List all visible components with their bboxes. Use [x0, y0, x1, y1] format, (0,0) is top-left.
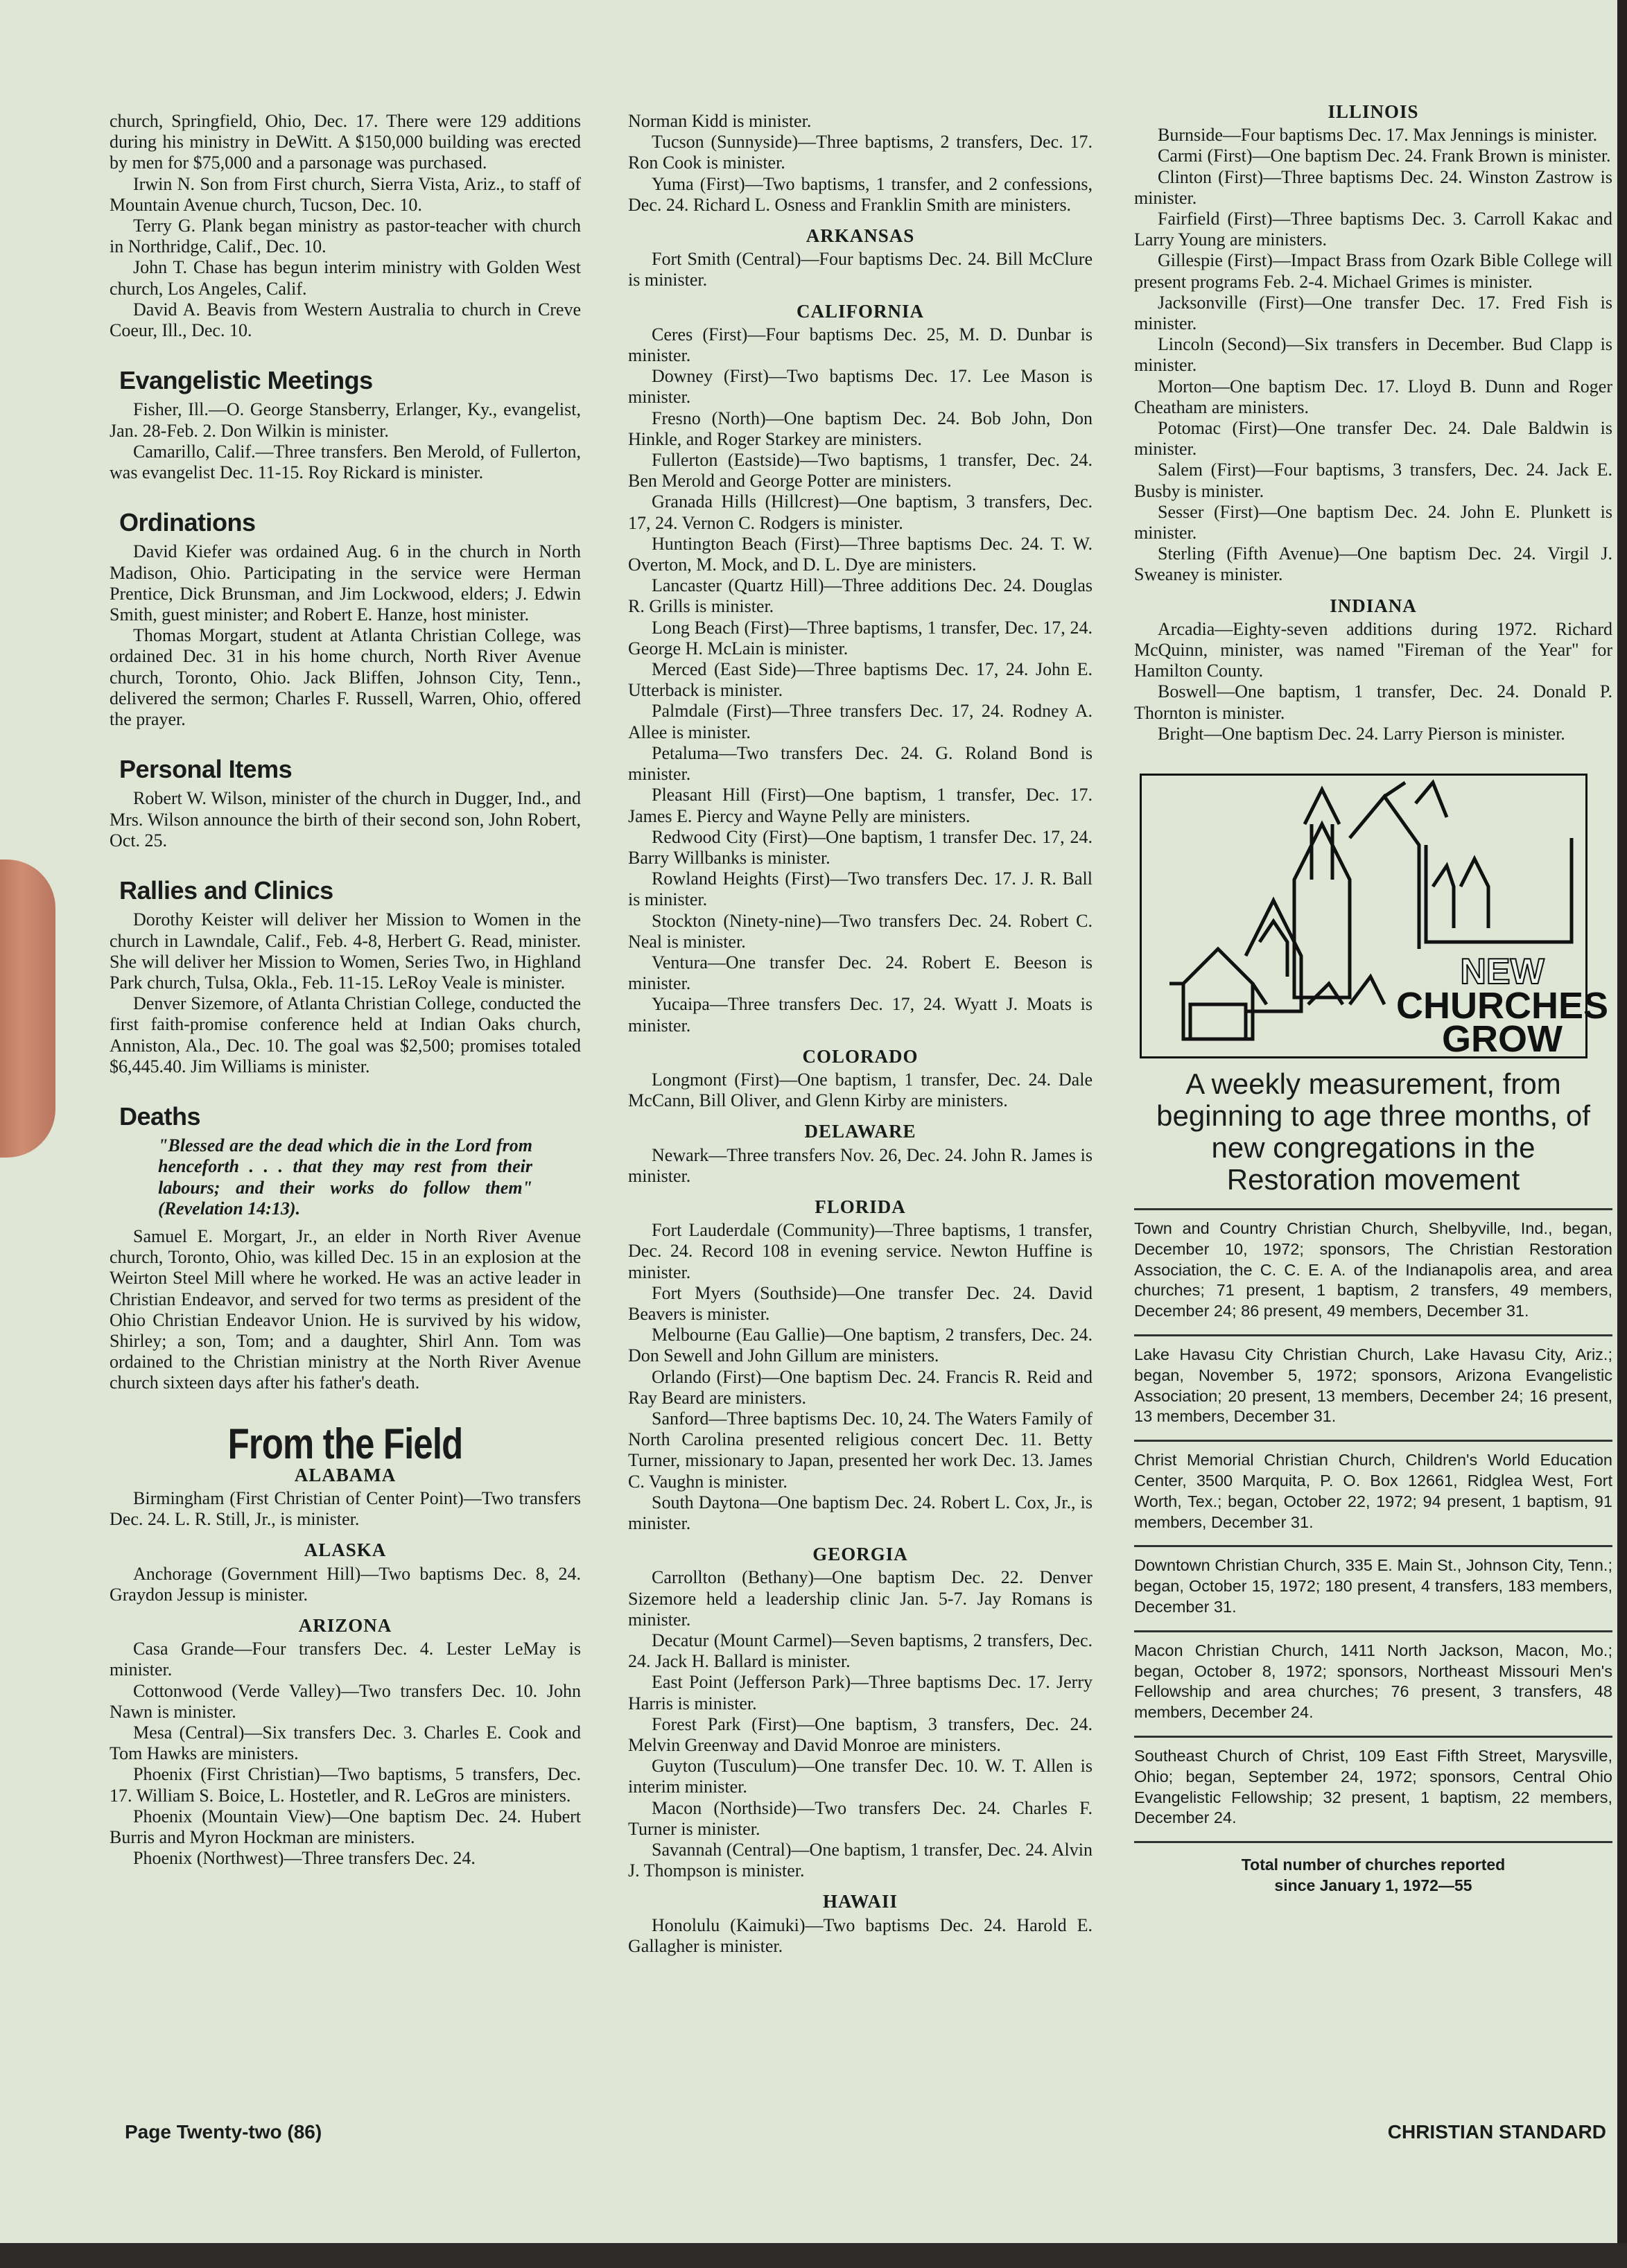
- paragraph: Granada Hills (Hillcrest)—One baptism, 3 transfers, Dec. 17, 24. Vernon C. Rodgers is minister.: [628, 491, 1093, 533]
- paragraph: Savannah (Central)—One baptism, 1 transfer, Dec. 24. Alvin J. Thompson is minister.: [628, 1840, 1093, 1881]
- paragraph: John T. Chase has begun interim ministry with Golden West church, Los Angeles, Calif.: [110, 257, 581, 299]
- page-edge: [1617, 0, 1627, 2268]
- page-bottom-edge: [0, 2243, 1627, 2268]
- paragraph: David A. Beavis from Western Australia to church in Creve Coeur, Ill., Dec. 10.: [110, 299, 581, 341]
- paragraph: Lincoln (Second)—Six transfers in December. Bud Clapp is minister.: [1134, 334, 1612, 376]
- state-heading-arkansas: ARKANSAS: [806, 225, 915, 247]
- new-churches-grow-logo: [1140, 774, 1609, 1061]
- state-heading-california: CALIFORNIA: [796, 300, 924, 322]
- paragraph: Arcadia—Eighty-seven additions during 1972. Richard McQuinn, minister, was named "Fireman of the Year" for Hamilton County.: [1134, 618, 1612, 681]
- paragraph: Salem (First)—Four baptisms, 3 transfers, Dec. 24. Jack E. Busby is minister.: [1134, 460, 1612, 501]
- paragraph: Gillespie (First)—Impact Brass from Ozark Bible College will present programs Feb. 2-4. Michael Grimes is minister.: [1134, 250, 1612, 292]
- section-heading-evangelistic: Evangelistic Meetings: [119, 366, 373, 395]
- paragraph: Decatur (Mount Carmel)—Seven baptisms, 2 transfers, Dec. 24. Jack H. Ballard is minister.: [628, 1630, 1093, 1672]
- state-heading-florida: FLORIDA: [815, 1196, 906, 1217]
- paragraph: Ventura—One transfer Dec. 24. Robert E. Beeson is minister.: [628, 952, 1093, 994]
- paragraph: Tucson (Sunnyside)—Three baptisms, 2 transfers, Dec. 17. Ron Cook is minister.: [628, 132, 1093, 173]
- paragraph: Honolulu (Kaimuki)—Two baptisms Dec. 24. Harold E. Gallagher is minister.: [628, 1914, 1093, 1956]
- column-1: [110, 111, 581, 1869]
- new-church-entry: Christ Memorial Christian Church, Children's World Education Center, 3500 Marquita, P. O. Box 12661, Ridglea West, Fort Worth, Tex.; began, October 22, 1972; 94 present, 1 baptism, 91 members, December 31.: [1134, 1440, 1612, 1545]
- scripture-quote: "Blessed are the dead which die in the Lord from henceforth . . . that they may rest from their labours; and their works do follow them" (Revelation 14:13).: [158, 1135, 532, 1219]
- new-church-entry: Macon Christian Church, 1411 North Jackson, Macon, Mo.; began, October 8, 1972; sponsors, Northeast Missouri Men's Fellowship and area churches; 76 present, 3 transfers, 48 members, December 24.: [1134, 1630, 1612, 1736]
- paragraph: Cottonwood (Verde Valley)—Two transfers Dec. 10. John Nawn is minister.: [110, 1680, 581, 1722]
- paragraph: Fairfield (First)—Three baptisms Dec. 3. Carroll Kakac and Larry Young are ministers.: [1134, 209, 1612, 250]
- paragraph: Rowland Heights (First)—Two transfers Dec. 17. J. R. Ball is minister.: [628, 869, 1093, 910]
- paragraph: Sesser (First)—One baptism Dec. 24. John E. Plunkett is minister.: [1134, 501, 1612, 543]
- paragraph: Sanford—Three baptisms Dec. 10, 24. The Waters Family of North Carolina presented religious concert Dec. 11. Betty Turner, missionary to Japan, presented her work Dec. 13. James C. Vaughn is minister.: [628, 1408, 1093, 1492]
- paragraph: Morton—One baptism Dec. 17. Lloyd B. Dunn and Roger Cheatham are ministers.: [1134, 376, 1612, 417]
- paragraph: Irwin N. Son from First church, Sierra Vista, Ariz., to staff of Mountain Avenue church, Tucson, Dec. 10.: [110, 173, 581, 215]
- publication-name: CHRISTIAN STANDARD: [1387, 2121, 1606, 2143]
- state-heading-hawaii: HAWAII: [822, 1891, 898, 1912]
- paragraph: Fisher, Ill.—O. George Stansberry, Erlanger, Ky., evangelist, Jan. 28-Feb. 2. Don Wilkin is minister.: [110, 399, 581, 441]
- state-heading-alaska: ALASKA: [304, 1539, 387, 1561]
- paragraph: Lancaster (Quartz Hill)—Three additions Dec. 24. Douglas R. Grills is minister.: [628, 575, 1093, 617]
- paragraph: Carmi (First)—One baptism Dec. 24. Frank Brown is minister.: [1158, 146, 1611, 166]
- paragraph: Petaluma—Two transfers Dec. 24. G. Roland Bond is minister.: [628, 742, 1093, 785]
- paragraph: Longmont (First)—One baptism, 1 transfer, Dec. 24. Dale McCann, Bill Oliver, and Glenn Kirby are ministers.: [628, 1069, 1093, 1111]
- paragraph: Terry G. Plank began ministry as pastor-teacher with church in Northridge, Calif., Dec. 10.: [110, 216, 581, 257]
- paragraph: Thomas Morgart, student at Atlanta Christian College, was ordained Dec. 31 in his home church, North River Avenue church, Toronto, Ohio. Jack Bliffen, Johnson City, Tenn., delivered the sermon; Charles F. Russell, Warren, Ohio, offered the prayer.: [110, 625, 581, 730]
- paragraph: Norman Kidd is minister.: [628, 111, 812, 131]
- section-heading-ordinations: Ordinations: [119, 508, 256, 537]
- paragraph: Pleasant Hill (First)—One baptism, 1 transfer, Dec. 17. James E. Piercy and Wayne Pelly are ministers.: [628, 785, 1093, 826]
- paragraph: Phoenix (First Christian)—Two baptisms, 5 transfers, Dec. 17. William S. Boice, L. Hostetler, and R. LeGros are ministers.: [110, 1764, 581, 1806]
- column-2: [628, 111, 1093, 1957]
- paragraph: Melbourne (Eau Gallie)—One baptism, 2 transfers, Dec. 24. Don Sewell and John Gillum are ministers.: [628, 1325, 1093, 1366]
- paragraph: Sterling (Fifth Avenue)—One baptism Dec. 24. Virgil J. Sweaney is minister.: [1134, 543, 1612, 585]
- paragraph: David Kiefer was ordained Aug. 6 in the church in North Madison, Ohio. Participating in the service were Herman Prentice, Dick Brunsman, and Jim Lockwood, elders; J. Edwin Smith, guest minister; and Robert E. Hanze, host minister.: [110, 541, 581, 625]
- state-heading-georgia: GEORGIA: [812, 1544, 908, 1565]
- paragraph: Palmdale (First)—Three transfers Dec. 17, 24. Rodney A. Allee is minister.: [628, 701, 1093, 742]
- paragraph: Casa Grande—Four transfers Dec. 4. Lester LeMay is minister.: [110, 1639, 581, 1680]
- total-churches: [1134, 1841, 1612, 1896]
- section-heading-deaths: Deaths: [119, 1101, 201, 1131]
- paragraph: Burnside—Four baptisms Dec. 17. Max Jennings is minister.: [1158, 125, 1598, 146]
- paragraph: Merced (East Side)—Three baptisms Dec. 17, 24. John E. Utterback is minister.: [628, 659, 1093, 701]
- paragraph: Mesa (Central)—Six transfers Dec. 3. Charles E. Cook and Tom Hawks are ministers.: [110, 1722, 581, 1764]
- paragraph: Orlando (First)—One baptism Dec. 24. Francis R. Reid and Ray Beard are ministers.: [628, 1366, 1093, 1408]
- paragraph: Fort Myers (Southside)—One transfer Dec. 24. David Beavers is minister.: [628, 1282, 1093, 1324]
- paragraph: Clinton (First)—Three baptisms Dec. 24. Winston Zastrow is minister.: [1134, 166, 1612, 208]
- paragraph: Huntington Beach (First)—Three baptisms Dec. 24. T. W. Overton, M. Mock, and D. L. Dye are ministers.: [628, 533, 1093, 575]
- state-heading-alabama: ALABAMA: [294, 1464, 397, 1485]
- paragraph: Phoenix (Mountain View)—One baptism Dec. 24. Hubert Burris and Myron Hockman are ministers.: [110, 1806, 581, 1848]
- paragraph: Potomac (First)—One transfer Dec. 24. Dale Baldwin is minister.: [1134, 418, 1612, 460]
- state-heading-indiana: INDIANA: [1330, 595, 1417, 616]
- paragraph: Ceres (First)—Four baptisms Dec. 25, M. D. Dunbar is minister.: [628, 324, 1093, 366]
- logo-word-churches: CHURCHES: [1395, 985, 1609, 1027]
- paragraph: Camarillo, Calif.—Three transfers. Ben Merold, of Fullerton, was evangelist Dec. 11-15. Roy Rickard is minister.: [110, 441, 581, 483]
- paragraph: Denver Sizemore, of Atlanta Christian College, conducted the first faith-promise conference held at Indian Oaks church, Anniston, Ala., Dec. 10. The goal was $2,500; promises totaled $6,445.40. Jim Williams is minister.: [110, 993, 581, 1076]
- section-heading-personal: Personal Items: [119, 755, 293, 784]
- paragraph: Jacksonville (First)—One transfer Dec. 17. Fred Fish is minister.: [1134, 292, 1612, 334]
- section-heading-rallies: Rallies and Clinics: [119, 876, 333, 905]
- paragraph: Macon (Northside)—Two transfers Dec. 24. Charles F. Turner is minister.: [628, 1797, 1093, 1839]
- paragraph: Robert W. Wilson, minister of the church in Dugger, Ind., and Mrs. Wilson announce the birth of their second son, John Robert, Oct. 25.: [110, 788, 581, 850]
- paragraph: Fort Lauderdale (Community)—Three baptisms, 1 transfer, Dec. 24. Record 108 in evening service. Newton Huffine is minister.: [628, 1220, 1093, 1282]
- paragraph: Yucaipa—Three transfers Dec. 17, 24. Wyatt J. Moats is minister.: [628, 994, 1093, 1036]
- state-heading-arizona: ARIZONA: [298, 1614, 392, 1636]
- paragraph: East Point (Jefferson Park)—Three baptisms Dec. 17. Jerry Harris is minister.: [628, 1672, 1093, 1713]
- churches-illustration: [1142, 776, 1609, 1061]
- page-number: Page Twenty-two (86): [125, 2121, 322, 2143]
- paragraph: Birmingham (First Christian of Center Point)—Two transfers Dec. 24. L. R. Still, Jr., is minister.: [110, 1488, 581, 1530]
- measurement-description: A weekly measurement, from beginning to age three months, of new congregations in the Restoration movement: [1156, 1067, 1590, 1196]
- state-heading-illinois: ILLINOIS: [1328, 101, 1419, 122]
- new-church-entry: Town and Country Christian Church, Shelbyville, Ind., began, December 10, 1972; sponsors, The Christian Restoration Association, the C. C. E. A. of the Indianapolis area, and area churches; 71 present, 1 baptism, 2 transfers, 49 members, December 24; 86 present, 49 members, December 31.: [1134, 1208, 1612, 1334]
- paragraph: Fullerton (Eastside)—Two baptisms, 1 transfer, Dec. 24. Ben Merold and George Potter are ministers.: [628, 450, 1093, 491]
- paragraph: South Daytona—One baptism Dec. 24. Robert L. Cox, Jr., is minister.: [628, 1492, 1093, 1533]
- paragraph: Newark—Three transfers Nov. 26, Dec. 24. John R. James is minister.: [628, 1144, 1093, 1186]
- paragraph: Carrollton (Bethany)—One baptism Dec. 22. Denver Sizemore held a leadership clinic Jan. 5-7. Jay Romans is minister.: [628, 1567, 1093, 1630]
- paragraph: Downey (First)—Two baptisms Dec. 17. Lee Mason is minister.: [628, 366, 1093, 408]
- paragraph: Redwood City (First)—One baptism, 1 transfer Dec. 17, 24. Barry Willbanks is minister.: [628, 826, 1093, 868]
- paragraph: Yuma (First)—Two baptisms, 1 transfer, and 2 confessions, Dec. 24. Richard L. Osness and Franklin Smith are ministers.: [628, 173, 1093, 215]
- paragraph: Bright—One baptism Dec. 24. Larry Pierson is minister.: [1158, 723, 1565, 744]
- logo-word-new: NEW: [1460, 952, 1545, 993]
- paragraph: Dorothy Keister will deliver her Mission to Women in the church in Lawndale, Calif., Feb. 4-8, Herbert G. Read, minister. She will deliver her Mission to Women, Series Two, in Highland Park church, Tulsa, Okla., Feb. 11-15. LeRoy Veale is minister.: [110, 909, 581, 993]
- state-heading-colorado: COLORADO: [802, 1045, 919, 1067]
- state-heading-delaware: DELAWARE: [804, 1121, 916, 1142]
- new-church-entry: Downtown Christian Church, 335 E. Main St., Johnson City, Tenn.; began, October 15, 1972; 180 present, 4 transfers, 183 members, December 31.: [1134, 1545, 1612, 1630]
- paragraph: Anchorage (Government Hill)—Two baptisms Dec. 8, 24. Graydon Jessup is minister.: [110, 1563, 581, 1605]
- total-line-2: since January 1, 1972—55: [1274, 1876, 1472, 1895]
- paragraph: Stockton (Ninety-nine)—Two transfers Dec. 24. Robert C. Neal is minister.: [628, 910, 1093, 952]
- column-3: [1134, 101, 1612, 1896]
- logo-word-grow: GROW: [1442, 1018, 1563, 1061]
- paragraph: Guyton (Tusculum)—One transfer Dec. 10. W. T. Allen is interim minister.: [628, 1756, 1093, 1797]
- paragraph: church, Springfield, Ohio, Dec. 17. There were 129 additions during his ministry in DeWitt. A $150,000 building was erected by men for $75,000 and a parsonage was purchased.: [110, 111, 581, 173]
- thumb: [0, 860, 55, 1158]
- from-the-field-heading: From the Field: [227, 1420, 463, 1468]
- new-church-entry: Lake Havasu City Christian Church, Lake Havasu City, Ariz.; began, November 5, 1972; sponsors, Arizona Evangelistic Association; 20 present, 13 members, December 24; 16 present, 13 members, December 31.: [1134, 1334, 1612, 1440]
- paragraph: Fort Smith (Central)—Four baptisms Dec. 24. Bill McClure is minister.: [628, 249, 1093, 290]
- paragraph: Samuel E. Morgart, Jr., an elder in North River Avenue church, Toronto, Ohio, was killed Dec. 15 in an explosion at the Weirton Steel Mill where he worked. He was an active leader in Christian Endeavor, and served for two terms as president of the Ohio Christian Endeavor Union. He is survived by his widow, Shirley; a son, Tom; and a daughter, Shirl Ann. Tom was ordained to the Christian ministry at the North River Avenue church sixteen days after his father's death.: [110, 1225, 581, 1393]
- paragraph: Long Beach (First)—Three baptisms, 1 transfer, Dec. 17, 24. George H. McLain is minister.: [628, 617, 1093, 658]
- total-line-1: Total number of churches reported: [1241, 1856, 1506, 1874]
- paragraph: Fresno (North)—One baptism Dec. 24. Bob John, Don Hinkle, and Roger Starkey are ministers.: [628, 408, 1093, 449]
- paragraph: Forest Park (First)—One baptism, 3 transfers, Dec. 24. Melvin Greenway and David Monroe are ministers.: [628, 1713, 1093, 1756]
- paragraph: Boswell—One baptism, 1 transfer, Dec. 24. Donald P. Thornton is minister.: [1134, 681, 1612, 723]
- paragraph: Phoenix (Northwest)—Three transfers Dec. 24.: [133, 1848, 476, 1869]
- new-church-entry: Southeast Church of Christ, 109 East Fifth Street, Marysville, Ohio; began, September 24, 1972; sponsors, Central Ohio Evangelistic Fellowship; 32 present, 1 baptism, 22 members, December 24.: [1134, 1736, 1612, 1841]
- intro-paragraphs: [110, 111, 581, 341]
